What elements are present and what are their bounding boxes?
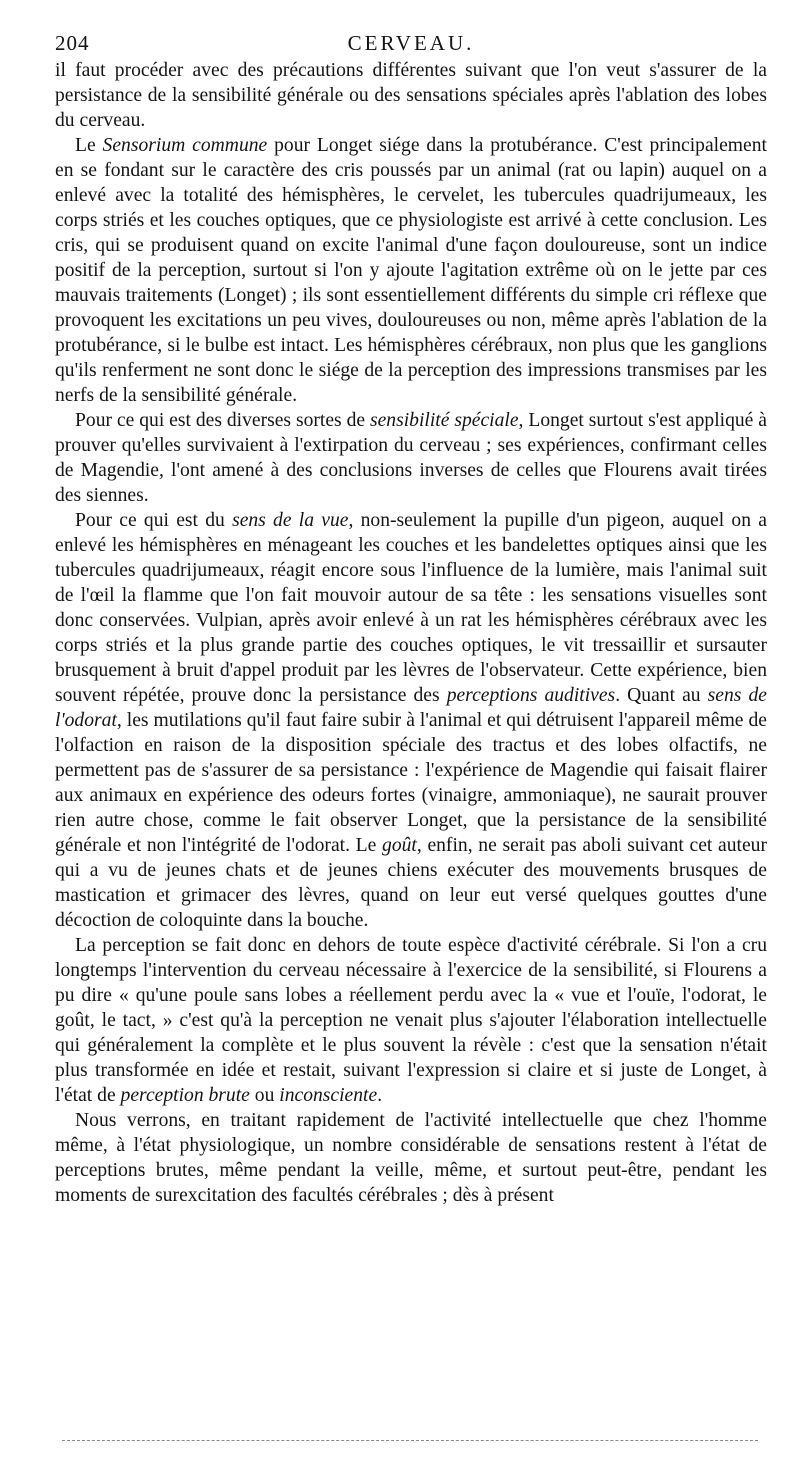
body-text (55, 58, 767, 1208)
paragraph (55, 133, 767, 408)
footer-rule (62, 1440, 758, 1441)
paragraph-text: Pour ce qui est du (75, 510, 233, 531)
paragraph-text: Nous verrons, en traitant rapidement de l'activité intellectuelle que chez l'homme même, à l'état physiologique, un nombre considérable de sensations restent à l'état de perceptions brutes, même pendant la veille, même, et surtout peut-être, pendant les moments de surexcitation des facultés cérébrales ; dès à présent (55, 1110, 767, 1206)
italic-term: perceptions auditives (446, 685, 616, 706)
paragraph-text: . (377, 1085, 383, 1106)
italic-term: sensibilité spéciale (369, 410, 519, 431)
paragraph-text: ou (249, 1085, 280, 1106)
italic-term: Sensorium commune (102, 135, 268, 156)
paragraph (55, 933, 767, 1108)
running-head (55, 28, 767, 58)
paragraph-text: Pour ce qui est des diverses sortes de (75, 410, 370, 431)
running-title: CERVEAU. (347, 31, 475, 55)
paragraph-text: , enfin, ne serait pas aboli suivant cet auteur qui a vu de jeunes chats et de jeunes chiens exécuter des mouvements brusques de mastication et grimacer des lèvres, quand on leur eut versé quelques gouttes d'une décoction de coloquinte dans la bouche. (55, 835, 767, 931)
italic-term: perception brute (120, 1085, 250, 1106)
italic-term: goût (382, 835, 417, 856)
book-page (55, 28, 767, 1208)
paragraph (55, 1108, 767, 1208)
page-number: 204 (55, 31, 90, 55)
paragraph-text: il faut procéder avec des précautions différentes suivant que l'on veut s'assurer de la persistance de la sensibilité générale ou des sensations spéciales après l'ablation des lobes du cerveau. (55, 60, 767, 131)
paragraph-text: , les mutilations qu'il faut faire subir à l'animal et qui détruisent l'appareil même de l'olfaction en raison de la disposition spéciale des tractus et des lobes olfactifs, ne permettent pas de s'assurer de sa persistance : l'expérience de Magendie qui faisait flairer aux animaux en expérience des odeurs fortes (vinaigre, ammoniaque), ne saurait prouver rien autre chose, comme le fait observer Longet, que la persistance de la sensibilité générale et non l'intégrité de l'odorat. Le (55, 710, 767, 856)
paragraph (55, 508, 767, 933)
paragraph-text: La perception se fait donc en dehors de toute espèce d'activité cérébrale. Si l'on a cru longtemps l'intervention du cerveau nécessaire à l'exercice de la sensibilité, si Flourens a pu dire « qu'une poule sans lobes a réellement perdu avec la « vue et l'ouïe, l'odorat, le goût, le tact, » c'est qu'à la perception ne venait plus s'ajouter l'élaboration intellectuelle qui généralement la complète et le plus souvent la révèle : c'est que la sensation n'était plus transformée en idée et restait, suivant l'expression si claire et si juste de Longet, à l'état de (55, 935, 767, 1106)
paragraph-text: . Quant au (615, 685, 708, 706)
italic-term: sens de la vue (232, 510, 349, 531)
paragraph (55, 58, 767, 133)
paragraph-text: Le (75, 135, 103, 156)
paragraph (55, 408, 767, 508)
paragraph-text: pour Longet siége dans la protubérance. C'est principalement en se fondant sur le caractère des cris poussés par un animal (rat ou lapin) auquel on a enlevé avec la totalité des hémisphères, le cervelet, les tubercules quadrijumeaux, les corps striés et les couches optiques, que ce physiologiste est arrivé à cette conclusion. Les cris, qui se produisent quand on excite l'animal d'une façon douloureuse, sont un indice positif de la perception, surtout si l'on y ajoute l'agitation extrême où on le jette par ces mauvais traitements (Longet) ; ils sont essentiellement différents du simple cri réflexe que provoquent les excitations un peu vives, douloureuses ou non, même après l'ablation de la protubérance, si le bulbe est intact. Les hémisphères cérébraux, non plus que les ganglions qu'ils renferment ne sont donc le siége de la perception des impressions transmises par les nerfs de la sensibilité générale. (55, 135, 767, 406)
paragraph-text: , Longet surtout s'est appliqué à prouver qu'elles survivaient à l'extirpation du cerveau ; ses expériences, confirmant celles de Magendie, l'ont amené à des conclusions inverses de celles que Flourens avait tirées des siennes. (55, 410, 767, 506)
paragraph-text: , non-seulement la pupille d'un pigeon, auquel on a enlevé les hémisphères en ménageant les couches et les bandelettes optiques ainsi que les tubercules quadrijumeaux, réagit encore sous l'influence de la lumière, mais l'animal suit de l'œil la flamme que l'on fait mouvoir autour de sa tête : les sensations visuelles sont donc conservées. Vulpian, après avoir enlevé à un rat les hémisphères cérébraux avec les corps striés et la plus grande partie des couches optiques, le vit tressaillir et sursauter brusquement à bruit d'appel produit par les lèvres de l'observateur. Cette expérience, bien souvent répétée, prouve donc la persistance des (55, 510, 767, 706)
italic-term: inconsciente (279, 1085, 378, 1106)
italic-term: sens de l'odorat (55, 685, 767, 731)
